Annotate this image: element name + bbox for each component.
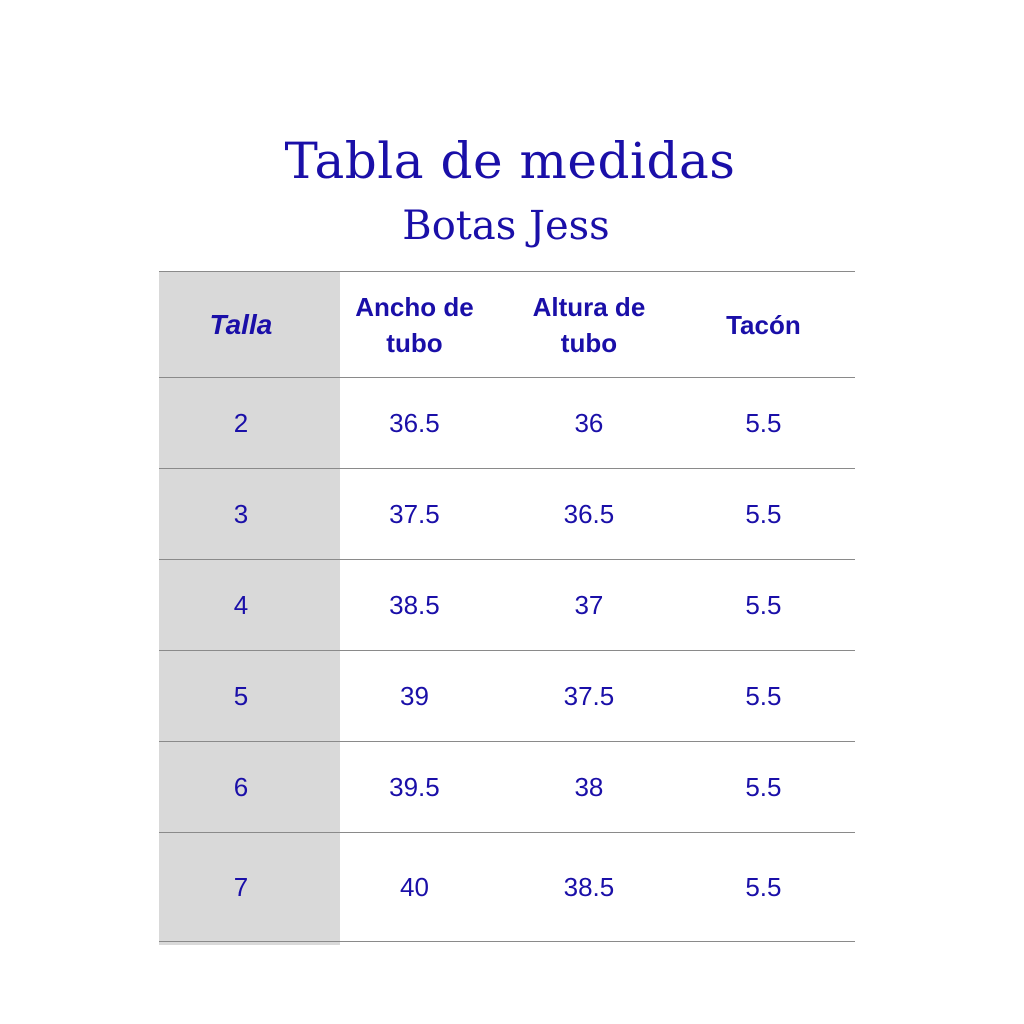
cell-shaft-height: 38.5 <box>563 872 615 902</box>
table-row <box>159 741 855 832</box>
cell-size: 7 <box>233 872 249 902</box>
cell-shaft-width: 40 <box>399 872 429 902</box>
cell-size: 5 <box>233 681 249 711</box>
cell-size: 6 <box>233 772 249 802</box>
table-row <box>159 468 855 559</box>
cell-heel: 5.5 <box>745 408 782 438</box>
cell-shaft-width: 36.5 <box>389 408 440 438</box>
table-row <box>159 377 855 468</box>
cell-shaft-width: 39 <box>399 681 429 711</box>
cell-shaft-height: 37.5 <box>563 681 615 711</box>
page-subtitle: Botas Jess <box>402 203 610 249</box>
cell-heel: 5.5 <box>745 772 782 802</box>
cell-shaft-height: 38 <box>574 772 604 802</box>
cell-shaft-width: 37.5 <box>389 499 440 529</box>
cell-heel: 5.5 <box>745 590 782 620</box>
cell-size: 4 <box>233 590 249 620</box>
cell-shaft-width: 38.5 <box>389 590 440 620</box>
table-row <box>159 650 855 741</box>
cell-size: 3 <box>233 499 249 529</box>
size-table <box>159 271 855 942</box>
page-title: Tabla de medidas <box>284 132 736 190</box>
cell-size: 2 <box>233 408 249 438</box>
cell-shaft-height: 36.5 <box>563 499 615 529</box>
table-row <box>159 559 855 650</box>
cell-heel: 5.5 <box>745 872 782 902</box>
header-shaft-height: Altura de tubo <box>532 291 646 358</box>
cell-heel: 5.5 <box>745 499 782 529</box>
table-header-row <box>159 271 855 377</box>
header-size: Talla <box>209 308 273 340</box>
header-shaft-width: Ancho de tubo <box>355 291 474 358</box>
cell-shaft-height: 36 <box>574 408 604 438</box>
table-row <box>159 832 855 942</box>
cell-heel: 5.5 <box>745 681 782 711</box>
cell-shaft-height: 37 <box>574 590 604 620</box>
cell-shaft-width: 39.5 <box>389 772 440 802</box>
header-heel: Tacón <box>726 309 801 340</box>
